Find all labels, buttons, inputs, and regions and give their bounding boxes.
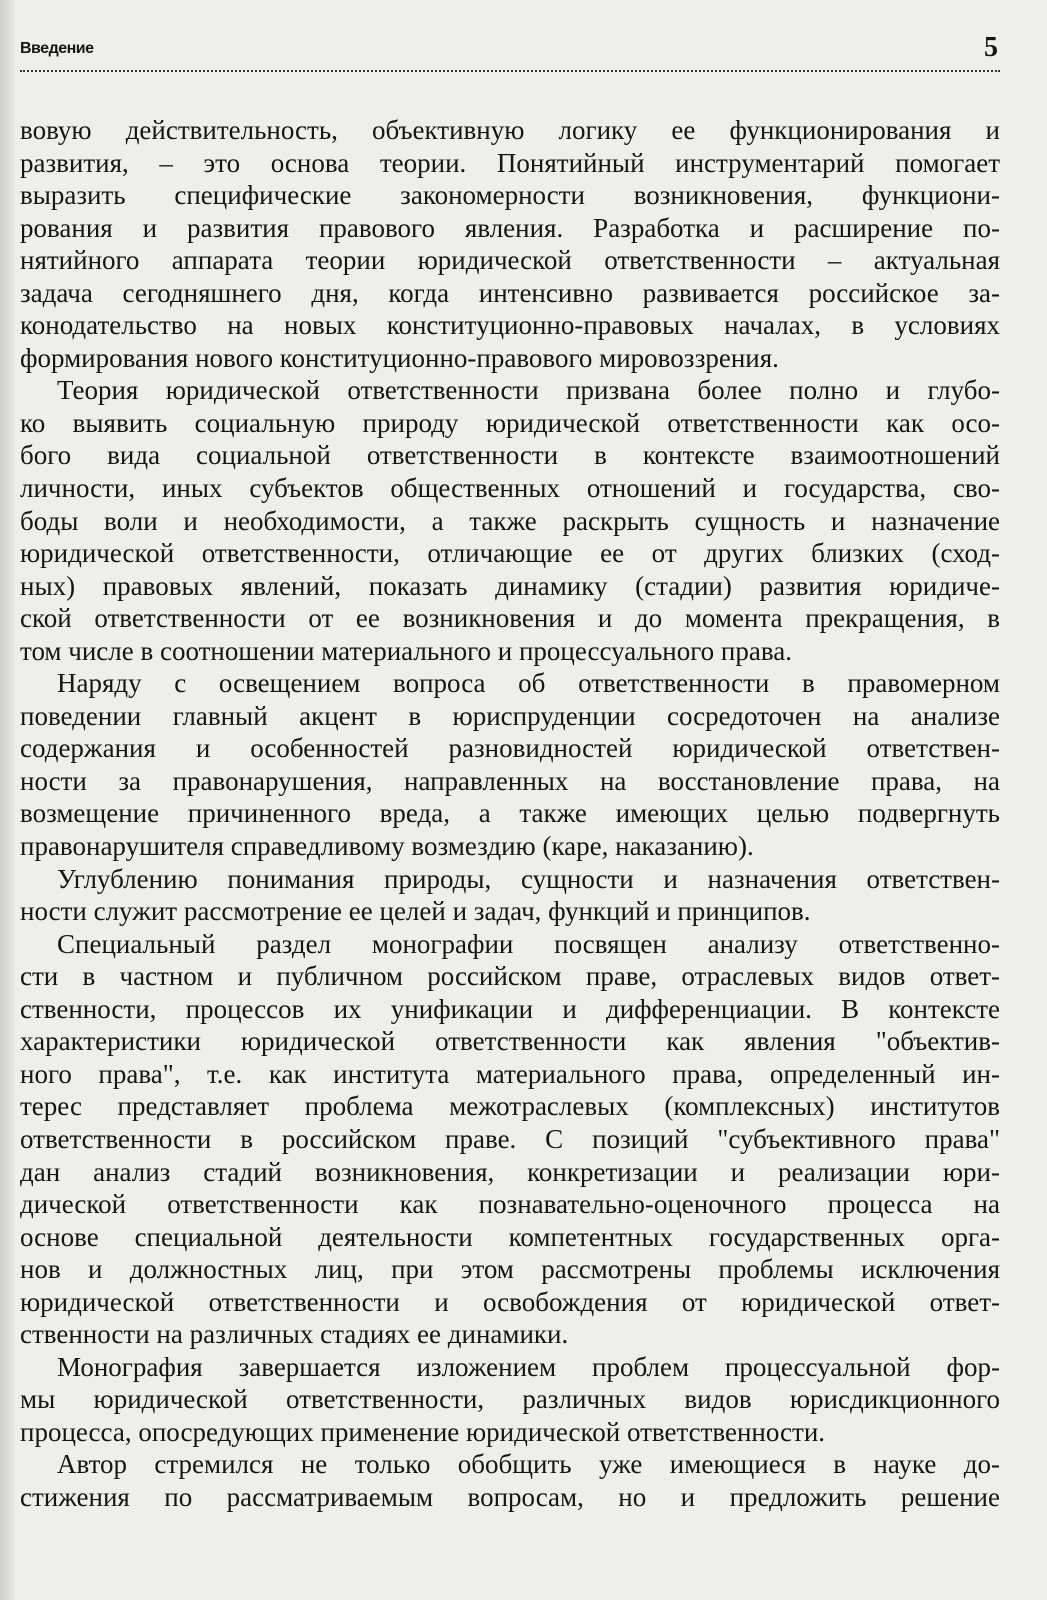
text-line: Автор стремился не только обобщить уже имеющиеся в науке до-	[57, 1449, 1000, 1480]
book-page	[20, 30, 1000, 1590]
paragraph	[20, 863, 1000, 928]
text-line: нов и должностных лиц, при этом рассмотрены проблемы исключения	[20, 1254, 1000, 1285]
body-text	[20, 114, 1000, 1514]
text-line: ного права", т.е. как института материального права, определенный ин-	[20, 1058, 1000, 1089]
text-line: юридической ответственности и освобождения от юридической ответ-	[20, 1286, 1000, 1317]
paragraph	[20, 374, 1000, 667]
text-line: мы юридической ответственности, различных видов юрисдикционного	[20, 1384, 1000, 1415]
section-title: Введение	[20, 40, 94, 57]
text-line: бого вида социальной ответственности в контексте взаимоотношений	[20, 440, 1000, 471]
text-line: нятийного аппарата теории юридической ответственности – актуальная	[20, 245, 1000, 276]
text-line: ко выявить социальную природу юридической ответственности как осо-	[20, 407, 1000, 438]
text-line: задача сегодняшнего дня, когда интенсивно развивается российское за-	[20, 277, 1000, 308]
text-line: ности служит рассмотрение ее целей и задач, функций и принципов.	[20, 896, 811, 927]
text-line: ответственности в российском праве. С позиций "субъективного права"	[20, 1123, 1000, 1154]
paragraph	[20, 114, 1000, 374]
paragraph	[20, 1448, 1000, 1513]
text-line: характеристики юридической ответственности как явления "объектив-	[20, 1026, 1000, 1057]
text-line: формирования нового конституционно-правового мировоззрения.	[20, 342, 779, 373]
text-line: Специальный раздел монографии посвящен анализу ответственно-	[57, 928, 1000, 959]
text-line: терес представляет проблема межотраслевых (комплексных) институтов	[20, 1091, 1000, 1122]
binding-shadow	[0, 0, 14, 1600]
running-head	[20, 30, 1000, 72]
text-line: поведении главный акцент в юриспруденции сосредоточен на анализе	[20, 700, 1000, 731]
text-line: процесса, опосредующих применение юридической ответственности.	[20, 1416, 826, 1447]
paragraph	[20, 1351, 1000, 1449]
paragraph	[20, 928, 1000, 1351]
text-line: ности за правонарушения, направленных на восстановление права, на	[20, 765, 1000, 796]
text-line: ственности, процессов их унификации и дифференциации. В контексте	[20, 993, 1000, 1024]
text-line: ных) правовых явлений, показать динамику (стадии) развития юридиче-	[20, 570, 1000, 601]
page-number: 5	[984, 32, 998, 63]
text-line: конодательство на новых конституционно-правовых началах, в условиях	[20, 310, 1000, 341]
text-line: стижения по рассматриваемым вопросам, но и предложить решение	[20, 1481, 1000, 1512]
text-line: дической ответственности как познавательно-оценочного процесса на	[20, 1189, 1000, 1220]
text-line: выразить специфические закономерности возникновения, функциони-	[20, 180, 1000, 211]
text-line: личности, иных субъектов общественных отношений и государства, сво-	[20, 473, 1000, 504]
text-line: вовую действительность, объективную логику ее функционирования и	[20, 115, 1000, 145]
text-line: рования и развития правового явления. Разработка и расширение по-	[20, 212, 1000, 243]
text-line: юридической ответственности, отличающие ее от других близких (сход-	[20, 538, 1000, 569]
text-line: Углублению понимания природы, сущности и назначения ответствен-	[57, 863, 1000, 894]
text-line: ственности на различных стадиях ее динамики.	[20, 1319, 569, 1350]
paragraph	[20, 667, 1000, 862]
text-line: Монография завершается изложением проблем процессуальной фор-	[57, 1351, 1000, 1382]
text-line: содержания и особенностей разновидностей юридической ответствен-	[20, 733, 1000, 764]
text-line: ской ответственности от ее возникновения и до момента прекращения, в	[20, 603, 1000, 634]
text-line: Наряду с освещением вопроса об ответственности в правомерном	[57, 668, 1000, 699]
text-line: том числе в соотношении материального и процессуального права.	[20, 635, 792, 666]
text-line: дан анализ стадий возникновения, конкретизации и реализации юри-	[20, 1156, 1000, 1187]
text-line: основе специальной деятельности компетентных государственных орга-	[20, 1221, 1000, 1252]
text-line: развития, – это основа теории. Понятийный инструментарий помогает	[20, 147, 1000, 178]
text-line: боды воли и необходимости, а также раскрыть сущность и назначение	[20, 505, 1000, 536]
text-line: сти в частном и публичном российском праве, отраслевых видов ответ-	[20, 961, 1000, 992]
text-line: возмещение причиненного вреда, а также имеющих целью подвергнуть	[20, 798, 1000, 829]
text-line: правонарушителя справедливому возмездию (каре, наказанию).	[20, 831, 754, 862]
text-line: Теория юридической ответственности призвана более полно и глубо-	[57, 375, 1000, 406]
